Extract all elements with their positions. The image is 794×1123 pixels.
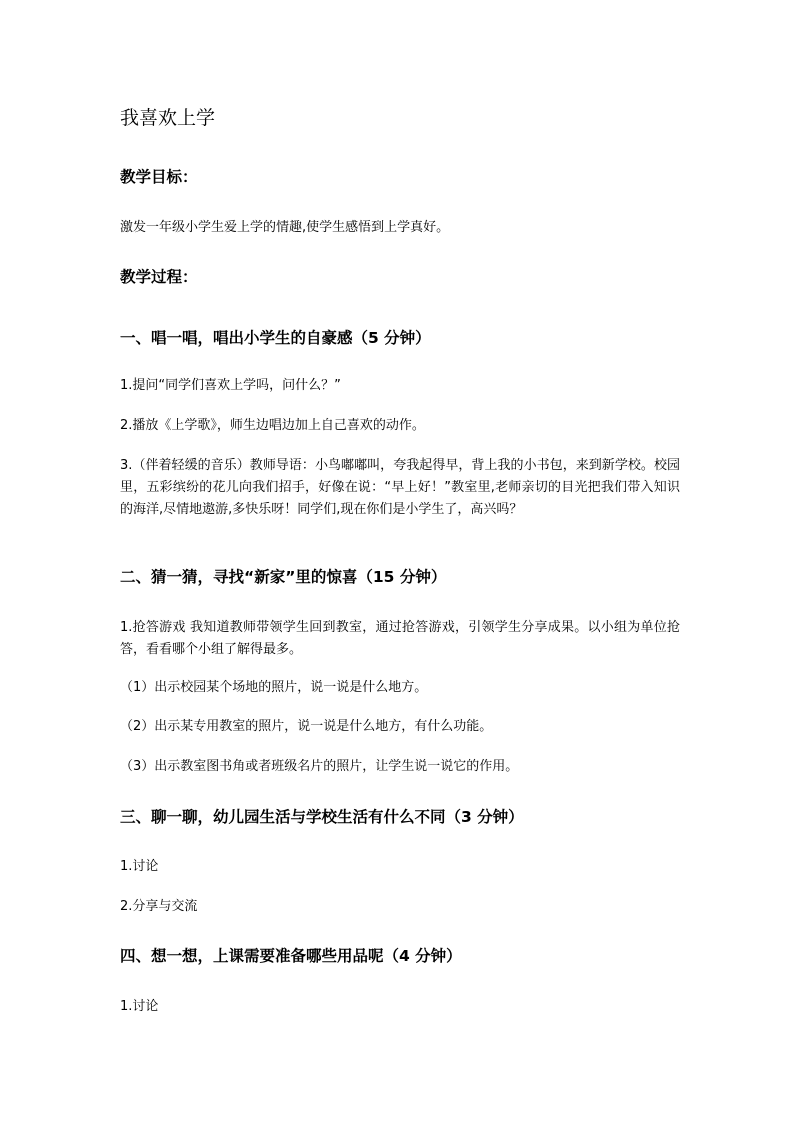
section-2-item-3: （2）出示某专用教室的照片，说一说是什么地方，有什么功能。: [120, 719, 493, 734]
section-3-item-1: 1.讨论: [120, 859, 159, 874]
section-heading-1: 一、唱一唱，唱出小学生的自豪感（5 分钟）: [120, 329, 431, 347]
section-heading-2: 二、猜一猜，寻找“新家”里的惊喜（15 分钟）: [120, 568, 447, 586]
document-title: 我喜欢上学: [120, 107, 216, 129]
process-label: 教学过程：: [120, 268, 198, 286]
section-2-item-1: 1.抢答游戏 我知道教师带领学生回到教室，通过抢答游戏，引领学生分享成果。以小组为单位抢答，看看哪个小组了解得最多。: [120, 620, 680, 657]
section-3-item-2: 2.分享与交流: [120, 899, 198, 914]
section-1-item-1: 1.提问“同学们喜欢上学吗，问什么？”: [120, 378, 341, 393]
section-1-item-3: 3.（伴着轻缓的音乐）教师导语：小鸟嘟嘟叫，夸我起得早，背上我的小书包，来到新学校。校园里，五彩缤纷的花儿向我们招手，好像在说：“早上好！”教室里,老师亲切的目光把我们带入知识的海洋,尽情地遨游,多快乐呀！同学们,现在你们是小学生了，高兴吗？: [120, 458, 680, 517]
objective-label: 教学目标：: [120, 168, 198, 186]
objective-text: 激发一年级小学生爱上学的情趣,使学生感悟到上学真好。: [120, 220, 450, 235]
section-2-item-4: （3）出示教室图书角或者班级名片的照片，让学生说一说它的作用。: [120, 759, 519, 774]
section-4-item-1: 1.讨论: [120, 999, 159, 1014]
section-heading-3: 三、聊一聊，幼儿园生活与学校生活有什么不同（3 分钟）: [120, 808, 524, 826]
section-heading-4: 四、想一想，上课需要准备哪些用品呢（4 分钟）: [120, 947, 462, 965]
section-2-item-2: （1）出示校园某个场地的照片，说一说是什么地方。: [120, 680, 428, 695]
section-1-item-2: 2.播放《上学歌》，师生边唱边加上自己喜欢的动作。: [120, 418, 425, 433]
